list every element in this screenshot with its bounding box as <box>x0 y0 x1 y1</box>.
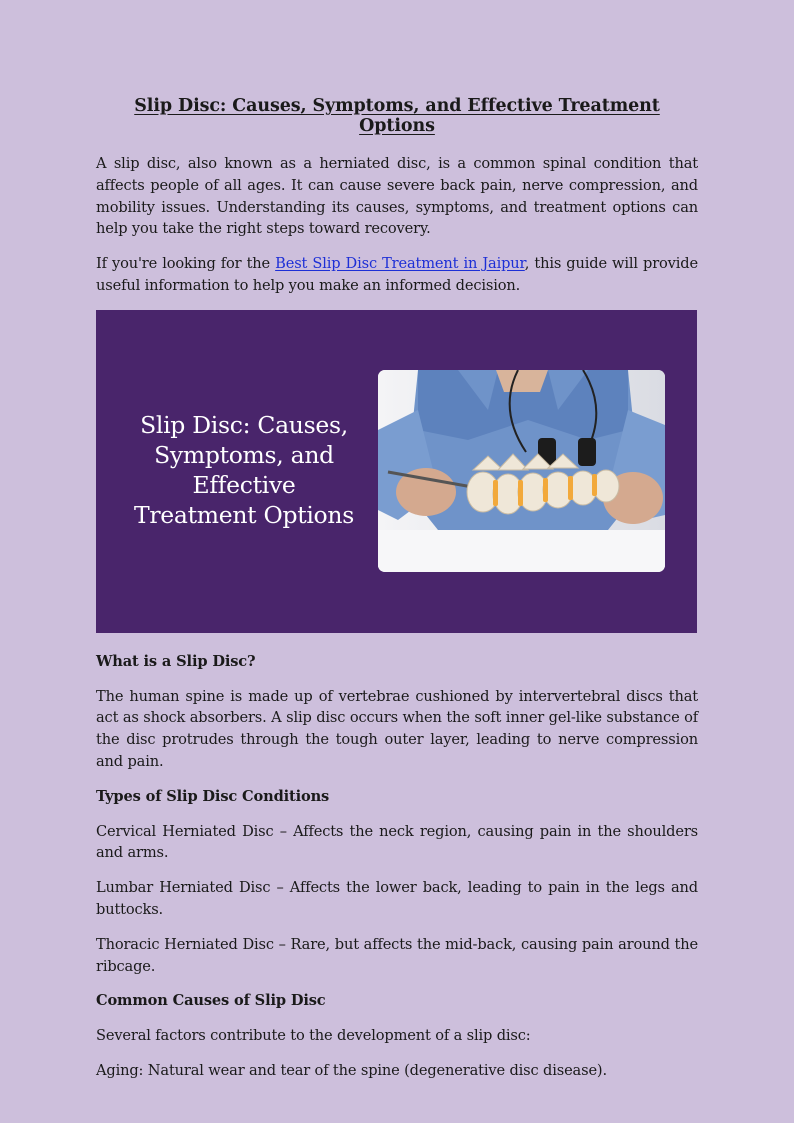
section-heading-causes: Common Causes of Slip Disc <box>96 992 326 1010</box>
causes-item: Aging: Natural wear and tear of the spine (degenerative disc disease). <box>96 1061 607 1079</box>
page-title: Slip Disc: Causes, Symptoms, and Effective Treatment Options <box>134 96 660 136</box>
spine-model-illustration <box>378 370 665 572</box>
causes-intro: Several factors contribute to the development of a slip disc: <box>96 1027 531 1045</box>
treatment-link[interactable]: Best Slip Disc Treatment in Jaipur <box>275 255 525 273</box>
guide-text-after: , this guide will provide useful information to help you make an informed decision. <box>96 255 698 294</box>
banner-image <box>96 310 697 633</box>
intro-paragraph: A slip disc, also known as a herniated disc, is a common spinal condition that affects people of all ages. It can cause severe back pain, nerve compression, and mobility issues. Understanding its causes, symptoms, and treatment options can help you take the right steps toward recovery. <box>96 155 698 238</box>
banner-title-line: Effective <box>192 470 296 499</box>
guide-paragraph <box>96 253 698 297</box>
section-heading-what: What is a Slip Disc? <box>96 652 256 670</box>
doctor-spine-photo <box>378 370 665 572</box>
guide-text-before: If you're looking for the <box>96 255 276 273</box>
banner-title-line: Symptoms, and <box>154 440 334 469</box>
banner-title <box>126 410 362 530</box>
types-item: Thoracic Herniated Disc – Rare, but affects the mid-back, causing pain around the ribcage. <box>96 935 698 975</box>
section-heading-types: Types of Slip Disc Conditions <box>96 787 330 805</box>
what-paragraph: The human spine is made up of vertebrae cushioned by intervertebral discs that act as shock absorbers. A slip disc occurs when the soft inner gel-like substance of the disc protrudes through the tough outer layer, leading to nerve compression and pain. <box>96 687 698 770</box>
types-item: Lumbar Herniated Disc – Affects the lower back, leading to pain in the legs and buttocks. <box>96 879 698 918</box>
banner-title-line: Treatment Options <box>133 500 355 529</box>
types-item: Cervical Herniated Disc – Affects the neck region, causing pain in the shoulders and arms. <box>96 822 698 862</box>
banner-title-line: Slip Disc: Causes, <box>140 410 348 439</box>
document-body <box>96 96 698 1095</box>
